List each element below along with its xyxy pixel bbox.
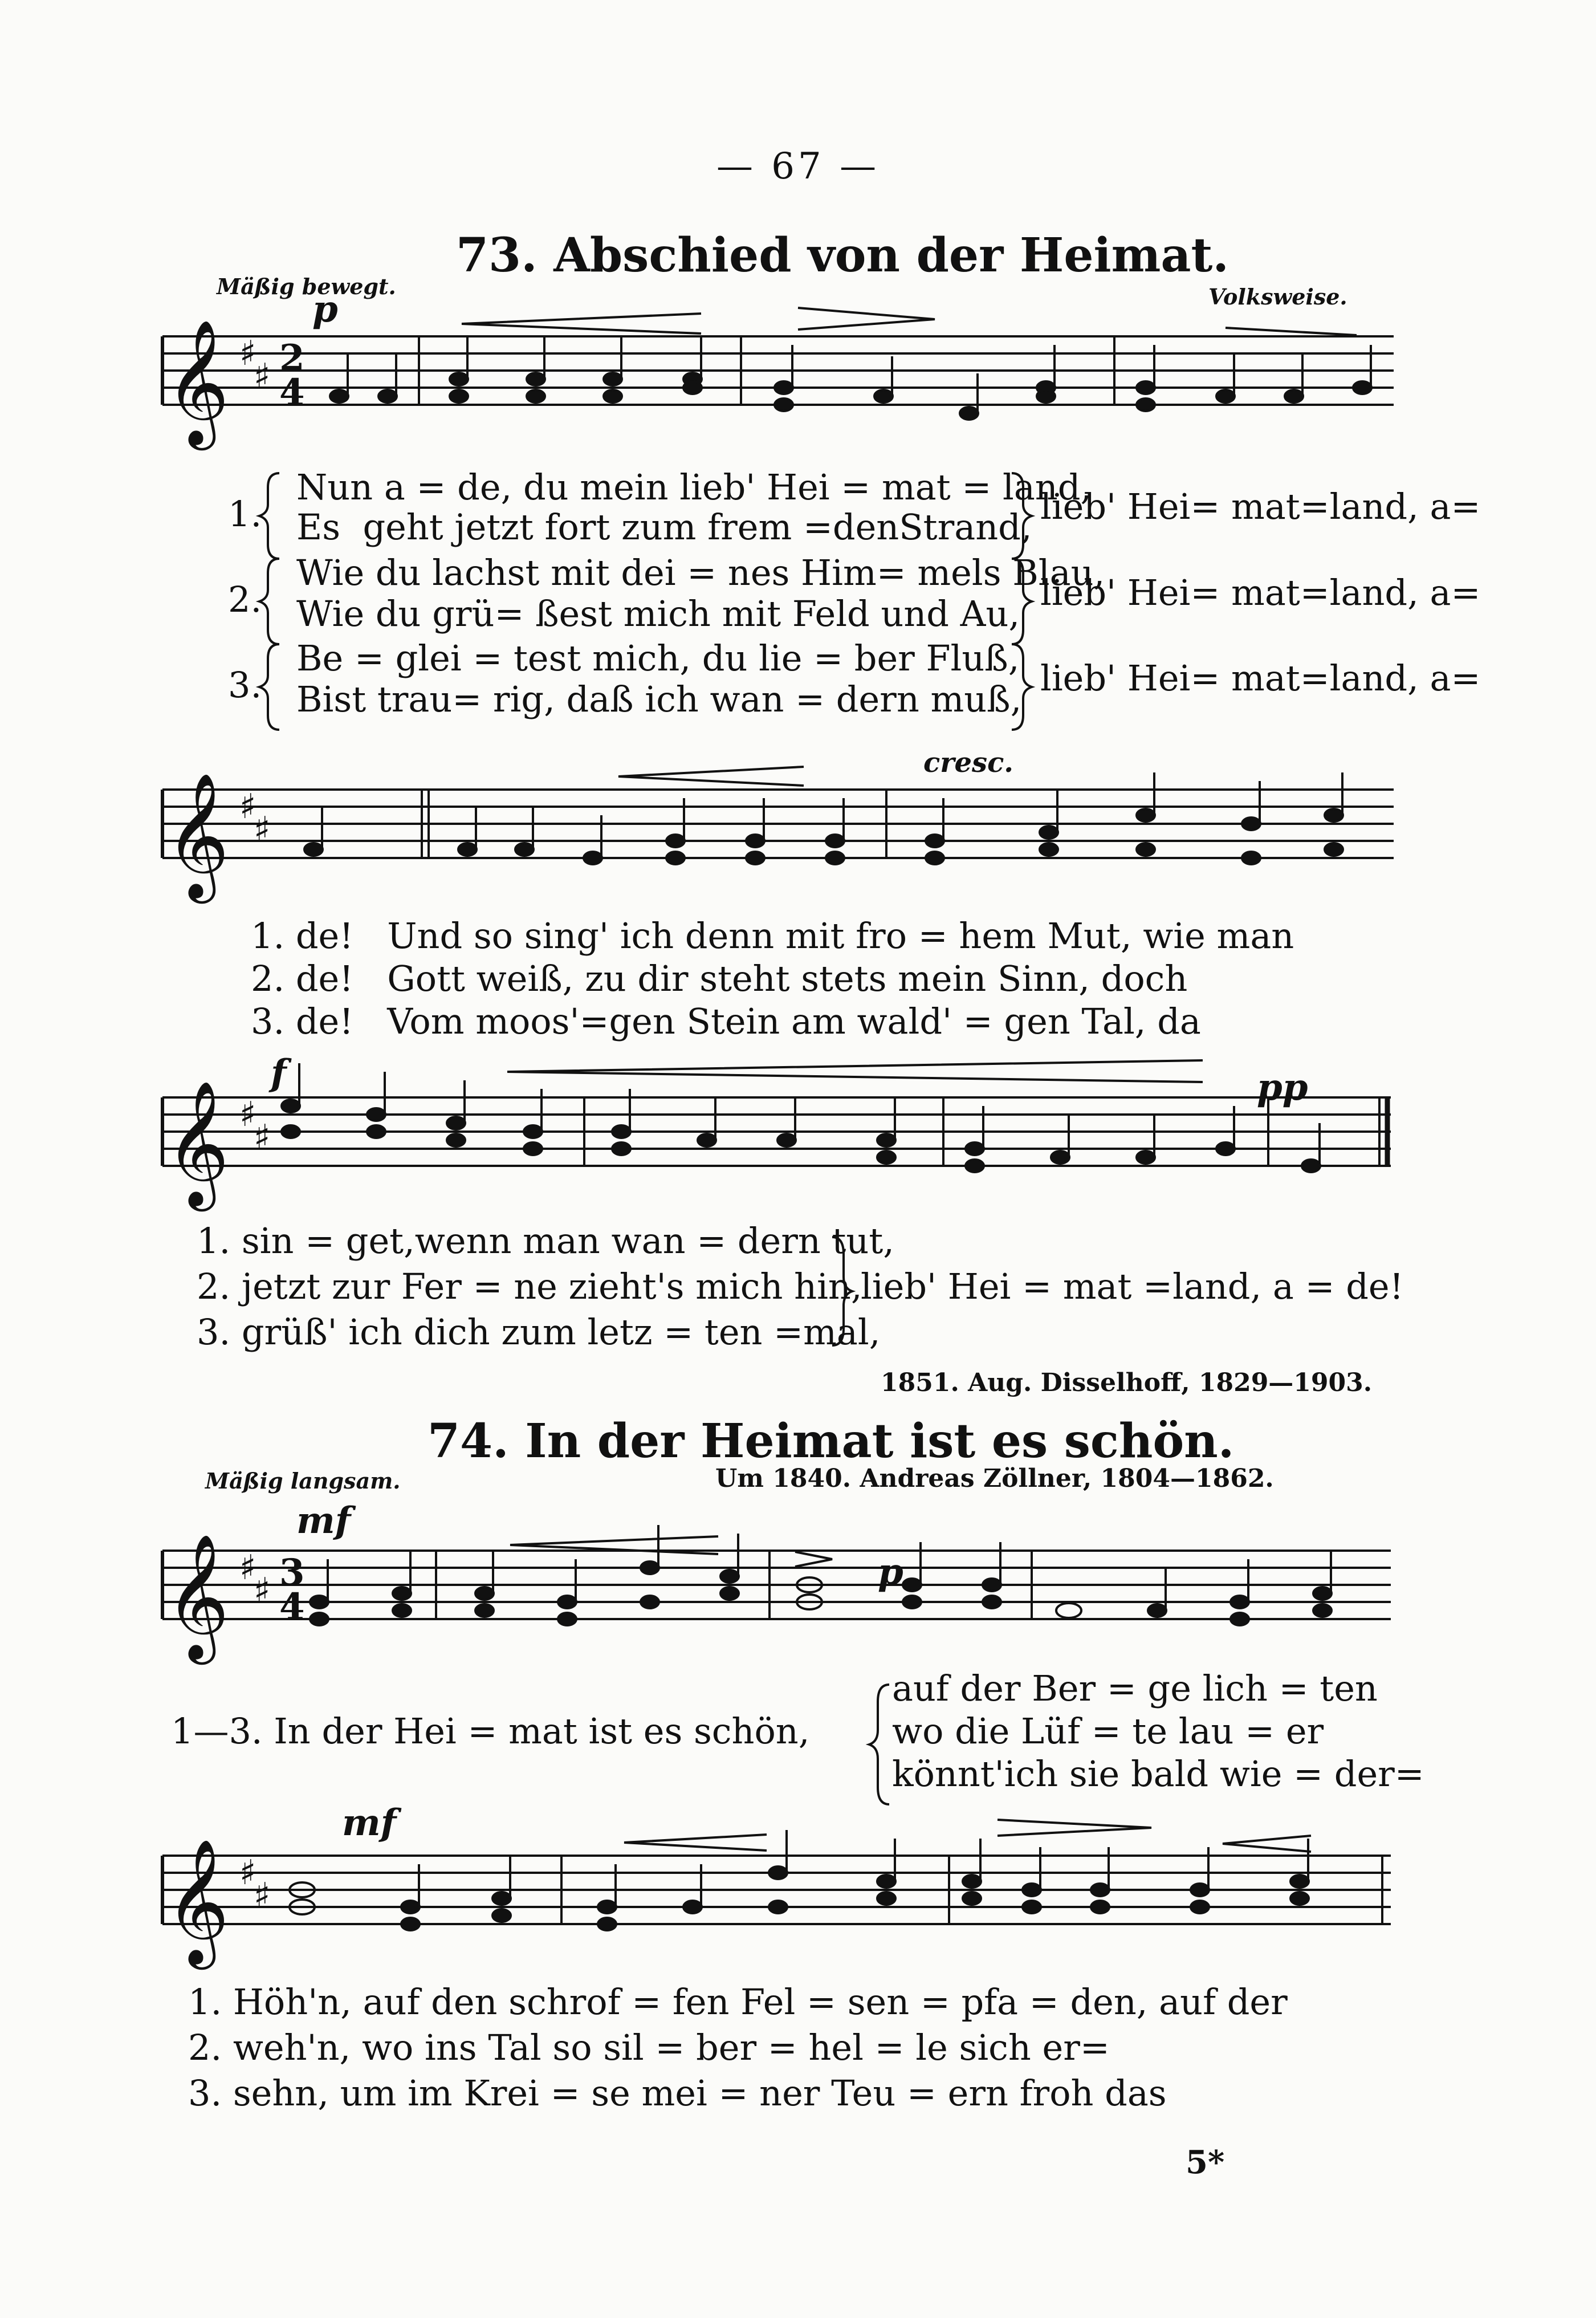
verse-1-refrain: lieb' Hei= mat=land, a= <box>1040 486 1481 527</box>
verse-1-line-1: Nun a = de, du mein lieb' Hei = mat = land, <box>296 466 1092 508</box>
song-74-dyn-mf2: mf <box>342 1801 397 1844</box>
verse-3-line-2: Bist trau= rig, daß ich wan = dern muß, <box>296 678 1022 720</box>
song-73-dyn-f: f <box>271 1052 287 1095</box>
svg-text:♯: ♯ <box>254 1571 271 1611</box>
system3-refrain: lieb' Hei = mat =land, a = de! <box>861 1266 1404 1307</box>
svg-text:𝄞: 𝄞 <box>165 1533 230 1659</box>
svg-text:♯: ♯ <box>239 787 256 827</box>
song-74-dyn-p: p <box>878 1551 903 1593</box>
verse-2-refrain: lieb' Hei= mat=land, a= <box>1040 572 1481 613</box>
song-74-dyn-mf: mf <box>296 1499 351 1542</box>
verse-1-line-2: Es geht jetzt fort zum frem =denStrand, <box>296 506 1032 548</box>
notes-73-3 <box>282 1063 1320 1172</box>
song-74-branch-3: könnt'ich sie bald wie = der= <box>892 1753 1424 1795</box>
notes-73-1 <box>330 336 1371 420</box>
staff-73-3 <box>162 1097 1391 1166</box>
verse-3-line-1: Be = glei = test mich, du lie = ber Fluß, <box>296 637 1020 679</box>
verse-2-line-1: Wie du lachst mit dei = nes Him= mels Blau, <box>296 552 1105 593</box>
svg-text:𝄞: 𝄞 <box>165 772 230 898</box>
song-73-origin: Volksweise. <box>1208 284 1347 310</box>
footer-signature: 5* <box>1186 2144 1225 2181</box>
svg-text:♯: ♯ <box>239 1548 256 1588</box>
system2-verse-2: 2. de! Gott weiß, zu dir steht stets mein Sinn, doch <box>251 958 1188 999</box>
svg-text:2: 2 <box>279 337 305 380</box>
song-74-system2-verse-3: 3. sehn, um im Krei = se mei = ner Teu = ern froh das <box>188 2072 1167 2114</box>
song-73-dyn-cresc: cresc. <box>923 747 1014 779</box>
page-number: — 67 — <box>716 145 880 188</box>
system3-verse-2: 2. jetzt zur Fer = ne zieht's mich hin, <box>197 1266 862 1307</box>
song-73-credit: 1851. Aug. Disselhoff, 1829—1903. <box>881 1368 1373 1397</box>
system2-verse-1: 1. de! Und so sing' ich denn mit fro = hem Mut, wie man <box>251 915 1294 957</box>
staff-73-2 <box>162 790 1394 858</box>
notes-74-1 <box>310 1525 1332 1625</box>
verse-2-line-2: Wie du grü= ßest mich mit Feld und Au, <box>296 593 1020 635</box>
svg-text:𝄞: 𝄞 <box>165 319 230 445</box>
song-74-branch-1: auf der Ber = ge lich = ten <box>892 1668 1378 1709</box>
svg-text:♯: ♯ <box>239 334 256 373</box>
svg-text:♯: ♯ <box>254 810 271 849</box>
song-74-title: 74. In der Heimat ist es schön. <box>427 1414 1235 1469</box>
svg-text:♯: ♯ <box>239 1853 256 1893</box>
svg-text:4: 4 <box>279 1585 305 1628</box>
song-74-branch-2: wo die Lüf = te lau = er <box>892 1710 1324 1752</box>
svg-text:3: 3 <box>279 1551 305 1594</box>
svg-text:𝄞: 𝄞 <box>165 1080 230 1206</box>
staff-74-1 <box>162 1551 1391 1619</box>
notes-74-2 <box>290 1830 1309 1930</box>
song-74-credit: Um 1840. Andreas Zöllner, 1804—1862. <box>715 1464 1274 1493</box>
system2-verse-3: 3. de! Vom moos'=gen Stein am wald' = gen Tal, da <box>251 1001 1201 1042</box>
svg-text:♯: ♯ <box>254 1117 271 1157</box>
svg-text:♯: ♯ <box>254 1876 271 1916</box>
notes-73-2 <box>304 772 1343 864</box>
verse-3-number: 3. <box>228 664 262 706</box>
system3-verse-1: 1. sin = get,wenn man wan = dern tut, <box>197 1220 894 1262</box>
verse-2-number: 2. <box>228 579 262 620</box>
song-74-system2-verse-2: 2. weh'n, wo ins Tal so sil = ber = hel = le sich er= <box>188 2027 1110 2068</box>
system3-verse-3: 3. grüß' ich dich zum letz = ten =mal, <box>197 1311 881 1353</box>
song-74-lyric-main: 1—3. In der Hei = mat ist es schön, <box>171 1710 810 1752</box>
song-73-dyn-p: p <box>312 288 338 331</box>
svg-text:♯: ♯ <box>254 356 271 396</box>
verse-1-number: 1. <box>228 493 262 535</box>
song-73-dyn-pp: pp <box>1257 1066 1308 1109</box>
song-73-title: 73. Abschied von der Heimat. <box>456 228 1229 283</box>
song-74-system2-verse-1: 1. Höh'n, auf den schrof = fen Fel = sen = pfa = den, auf der <box>188 1981 1288 2023</box>
song-73-tempo: Mäßig bewegt. <box>217 274 396 299</box>
svg-text:4: 4 <box>279 371 305 414</box>
svg-text:♯: ♯ <box>239 1095 256 1134</box>
song-74-tempo: Mäßig langsam. <box>205 1468 401 1494</box>
svg-text:𝄞: 𝄞 <box>165 1838 230 1964</box>
verse-3-refrain: lieb' Hei= mat=land, a= <box>1040 657 1481 699</box>
